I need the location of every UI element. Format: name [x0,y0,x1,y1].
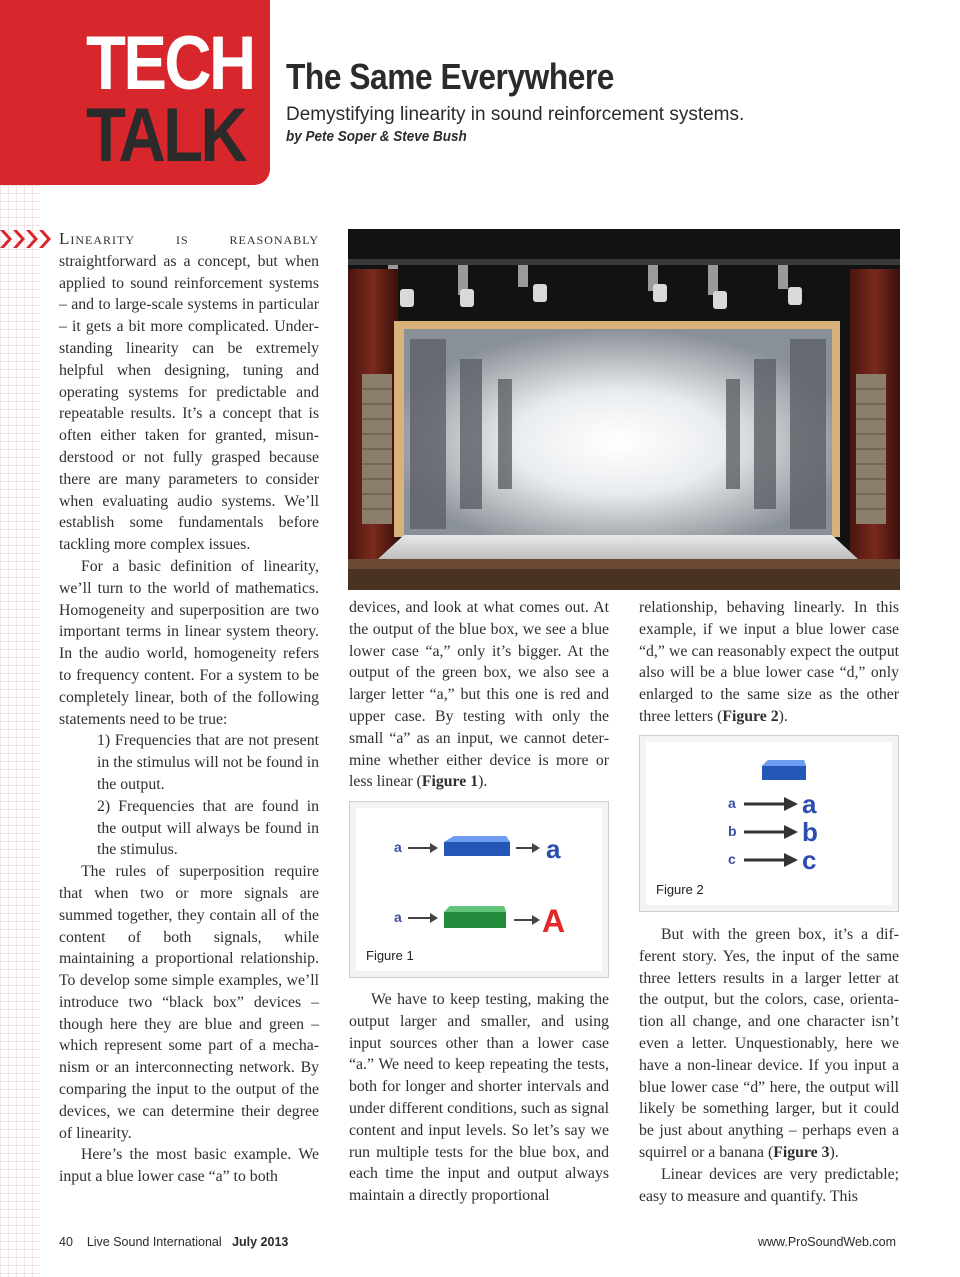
fig2-output-a: a [802,789,817,819]
triple-chevron-right-icon [0,226,56,252]
paragraph-3: The rules of superposition require that when two or more signals are summed together, they contain all of the content of both signals, while maintaining a proportional relationship. To develop some simple examples, we’ll introduce two “black box” devices – though here they are blue and green – which represent some part of a mechanism or an interconnecting network. By comparing the input to the output of the devices, we can determine their degree of linearity. [59,863,319,1142]
margin-grid [0,185,40,1277]
fig1-output-2: A [542,903,566,939]
figure-1-caption: Figure 1 [366,948,414,963]
paragraph-9: Linear devices are very predictable; easy to measure and quantify. This [639,1165,899,1205]
fig2-input-c: c [728,851,736,867]
list-item-1: 1) Frequencies that are not present in the stimulus will not be found in the output. [97,732,319,793]
tech-talk-banner [0,0,270,185]
figure-2-reference: Figure 2 [722,707,779,725]
arrow-right-icon [516,843,540,853]
page-footer-left [59,1235,288,1249]
paragraph-8-text: But with the green box, it’s a different story. Yes, the input of the same three letters results in a larger letter at the output, but the colors, case, orientation all change, and one character isn’t even a letter. Unquestionably, here we have a non-linear device. If you input a blue lower case “d” here, the output will likely be something larger, but it could be just about anything – perhaps even a squirrel or a banana ( [639,926,899,1161]
arrow-right-icon [744,853,798,867]
figure-1-reference: Figure 1 [421,773,479,791]
paragraph-1-text: straightforward as a concept, but when applied to sound reinforcement systems – and to large-scale systems in particular – it gets a bit more complicated. Understanding linearity can be extremely helpful when designing, tuning and operating systems for predictable and repeatable results. It’s a concept that is often either taken for granted, misunderstood or not fully grasped because there are many parameters to consider when evaluating audio systems. We’ll establish some fundamentals before tackling more complex issues. [59,252,319,554]
paragraph-5 [349,597,609,793]
page-number: 40 [59,1235,73,1249]
arrow-right-icon [744,825,798,839]
fig2-output-c: c [802,845,817,875]
stage-photo [348,229,900,590]
fig2-input-a: a [728,795,736,811]
section-label-tech: TECH [86,21,254,106]
paragraph-5-text: devices, and look at what comes out. At the output of the blue box, we see a blue lower case “a,” only it’s bigger. At the output of the green box, we also see a larger letter “a,” but this one is red and upper case. By testing with only the small “a” as an input, we cannot determine whether either device is more or less linear ( [349,599,609,791]
paragraph-8 [639,924,899,1164]
paragraph-7-end: ). [778,707,788,725]
figure-2-panel [646,742,892,905]
arrow-right-icon [408,843,438,853]
fig2-input-b: b [728,823,737,839]
blue-box [762,760,806,780]
fig1-input-1: a [394,839,402,855]
issue-date: July 2013 [232,1235,289,1249]
figure-1-panel [356,808,602,971]
column-1 [59,228,319,1188]
column-3 [639,597,899,728]
arrow-right-icon [408,913,438,923]
column-2-lower [349,989,609,1207]
arrow-right-icon [514,915,540,925]
green-box [444,906,506,928]
paragraph-2: For a basic definition of linearity, we’ll turn to the world of mathematics. Homogeneity and superposition are two important terms in linear system theory. In the audio world, homogeneity refers to frequency content. For a system to be completely linear, both of the following statements need to be true: [59,557,319,728]
figure-2-caption: Figure 2 [656,882,704,897]
fig2-output-b: b [802,817,818,847]
fig1-output-1: a [546,834,561,864]
paragraph-7 [639,597,899,728]
article-subtitle: Demystifying linearity in sound reinforcement systems. [286,104,745,125]
paragraph-1 [59,228,319,556]
arrow-right-icon [744,797,798,811]
figure-3-reference: Figure 3 [773,1143,830,1161]
fig1-input-2: a [394,909,402,925]
figure-2 [639,735,899,912]
publication-name: Live Sound International [86,1235,222,1249]
column-2 [349,597,609,793]
website-link[interactable]: www.ProSoundWeb.com [757,1235,896,1249]
blue-box [444,836,510,856]
paragraph-5-end: ). [478,773,488,791]
column-3-lower [639,924,899,1207]
list-item-2: 2) Frequencies that are found in the output will always be found in the stimulus. [97,797,319,859]
section-label-talk: TALK [86,93,246,178]
article-byline: by Pete Soper & Steve Bush [286,128,467,145]
lead-in: Linearity is reasonably [59,229,319,248]
paragraph-4: Here’s the most basic example. We input a blue lower case “a” to both [59,1146,319,1186]
figure-1 [349,801,609,978]
paragraph-7-text: relationship, behaving linearly. In this example, if we input a blue lower case “d,” we can reasonably expect the output also will be a blue lower case “d,” only enlarged to the same size as the other three letters ( [639,599,899,725]
article-title: The Same Everywhere [286,56,614,97]
paragraph-8-end: ). [829,1143,839,1161]
paragraph-6: We have to keep testing, making the output larger and smaller, and using input sources other than a lower case “a.” We need to keep repeating the tests, both for longer and shorter intervals and under different conditions, such as signal content and input levels. So let’s say we run multiple tests for the blue box, and each time the input and output always maintain a directly proportional [349,991,609,1205]
